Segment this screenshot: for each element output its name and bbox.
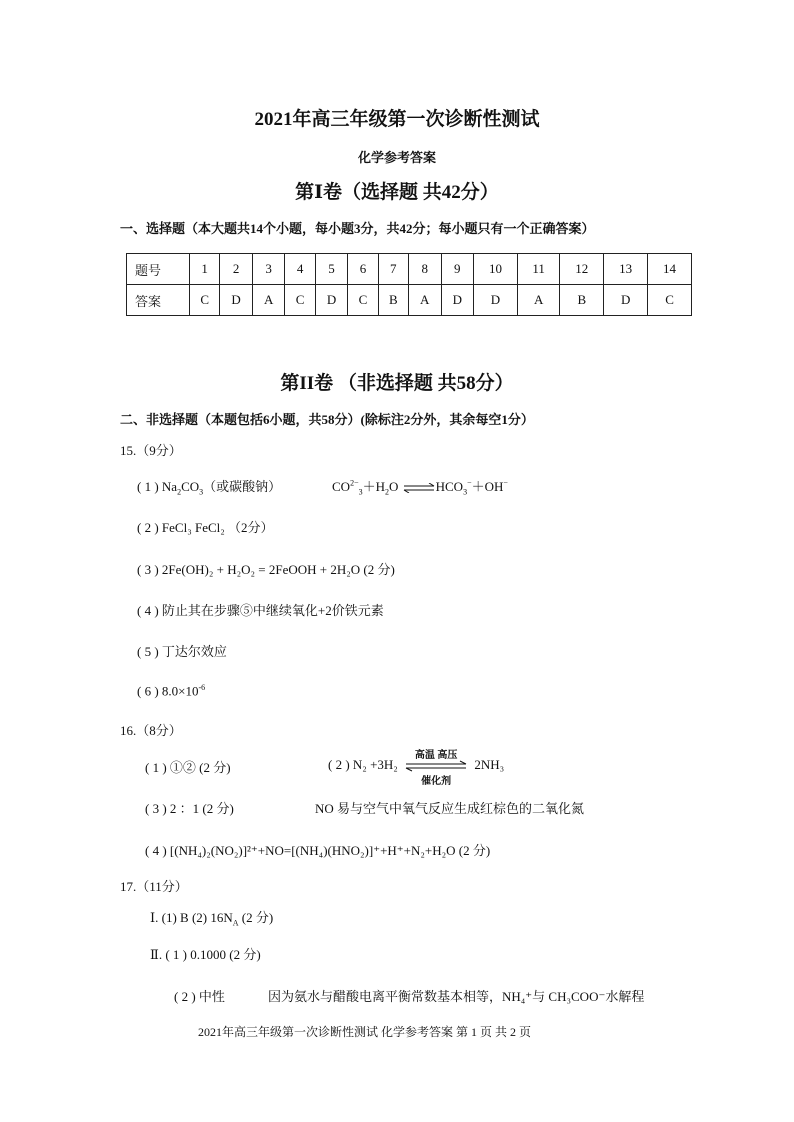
formula-sup: 2− [350, 478, 359, 488]
page-subtitle: 化学参考答案 [357, 150, 436, 165]
page-title: 2021年高三年级第一次诊断性测试 [254, 109, 540, 130]
table-cell: 5 [315, 254, 348, 285]
q15-hydrolysis-equation [332, 476, 508, 497]
q16-answer-2 [328, 750, 505, 788]
q15-answer-1 [137, 476, 281, 497]
q16-title: 16.（8分） [120, 723, 182, 738]
q15-a6-text: ( 6 ) 8.0×10 [137, 683, 199, 699]
table-cell: 2 [220, 254, 253, 285]
table-cell: A [252, 285, 285, 316]
table-cell: A [408, 285, 441, 316]
q15-title: 15.（9分） [120, 443, 182, 458]
table-cell: D [441, 285, 474, 316]
table-cell: C [190, 285, 220, 316]
q15-answer-6 [137, 683, 205, 699]
table-cell: 6 [348, 254, 378, 285]
formula-text: HCO [435, 479, 464, 494]
table-cell: 14 [648, 254, 692, 285]
q16-answer-3: ( 3 ) 2 ：1 (2 分) [145, 801, 234, 816]
q15-answer-4: ( 4 ) 防止其在步骤⑤中继续氧化+2价铁元素 [137, 603, 384, 618]
q17-part-i-tail: (2 分) [238, 910, 274, 925]
reaction-condition-arrow [405, 750, 467, 788]
table-cell: 12 [560, 254, 604, 285]
part2-instruction: 二、非选择题（本题包括6小题，共58分）(除标注2分外，其余每空1分） [120, 412, 534, 427]
part1-heading: 第Ⅰ卷（选择题 共42分） [295, 182, 499, 203]
formula-text: ＋H [362, 479, 385, 494]
q17-part-ii-2-text: 因为氨水与醋酸电离平衡常数基本相等，NH₄⁺与 CH₃COO⁻水解程 [268, 989, 645, 1004]
table-cell: 10 [474, 254, 518, 285]
table-cell: 9 [441, 254, 474, 285]
table-header-cell: 题号 [127, 254, 190, 285]
table-cell: C [285, 285, 315, 316]
table-cell: D [315, 285, 348, 316]
formula-text: CO [332, 479, 351, 494]
table-row-numbers [127, 254, 692, 285]
part1-instruction: 一、选择题（本大题共14个小题，每小题3分，共42分；每小题只有一个正确答案） [120, 221, 595, 236]
formula-sup: -6 [198, 683, 206, 692]
formula-text: O [388, 479, 399, 494]
q15-answer-5: ( 5 ) 丁达尔效应 [137, 644, 227, 659]
q16-answer-1: ( 1 ) ①② (2 分) [145, 760, 231, 775]
equilibrium-arrow-icon [403, 483, 435, 493]
table-cell: 7 [378, 254, 408, 285]
formula-sub: A [232, 918, 239, 928]
formula-text: Na [161, 479, 178, 494]
table-cell: 11 [517, 254, 559, 285]
q17-part-ii-2-label: ( 2 ) 中性 [174, 989, 225, 1004]
formula-sub: 3 [358, 487, 363, 497]
answer-table [126, 253, 692, 316]
table-cell: 13 [604, 254, 648, 285]
table-cell: C [348, 285, 378, 316]
q16-a2-product: 2NH₃ [474, 757, 505, 772]
q16-a2-reactants: ( 2 ) N₂ +3H₂ [328, 757, 398, 772]
table-cell: 4 [285, 254, 315, 285]
q15-a1-label: ( 1 ) [137, 479, 162, 494]
q17-part-i [150, 907, 273, 928]
reaction-condition-bottom: 催化剂 [421, 776, 452, 788]
table-cell: 8 [408, 254, 441, 285]
table-cell: A [517, 285, 559, 316]
table-header-cell: 答案 [127, 285, 190, 316]
formula-sub: 3 [463, 487, 468, 497]
table-cell: B [378, 285, 408, 316]
formula-text: ＋OH [471, 479, 504, 494]
formula-sub: 2 [384, 487, 389, 497]
table-cell: 1 [190, 254, 220, 285]
page-footer: 2021年高三年级第一次诊断性测试 化学参考答案 第 1 页 共 2 页 [198, 1025, 532, 1039]
table-cell: 3 [252, 254, 285, 285]
formula-sub: 3 [199, 487, 204, 497]
equilibrium-arrow-icon [405, 760, 467, 772]
q16-answer-4: ( 4 ) [(NH₄)₂(NO₂)]²⁺+NO=[(NH₄)(HNO₂)]⁺+H⁺+N₂+H₂O (2 分) [145, 843, 491, 858]
reaction-condition-top: 高温 高压 [414, 750, 458, 762]
table-cell: B [560, 285, 604, 316]
formula-sup: − [503, 478, 508, 488]
q17-title: 17.（11分） [120, 879, 188, 894]
formula-text: CO [181, 479, 200, 494]
q17-part-i-text: Ⅰ. (1) B (2) 16N [150, 910, 233, 925]
q15-a1-note: （或碳酸钠） [203, 479, 282, 494]
table-cell: D [474, 285, 518, 316]
q15-answer-2: ( 2 ) FeCl₃ FeCl₂ （2分） [137, 520, 274, 535]
table-cell: D [604, 285, 648, 316]
part2-heading: 第II卷 （非选择题 共58分） [280, 373, 514, 394]
formula-sup: − [467, 478, 472, 488]
q15-answer-3: ( 3 ) 2Fe(OH)₂ + H₂O₂ = 2FeOOH + 2H₂O (2 分) [137, 562, 395, 577]
table-row-answers [127, 285, 692, 316]
table-cell: C [648, 285, 692, 316]
table-cell: D [220, 285, 253, 316]
q16-answer-3-note: NO 易与空气中氧气反应生成红棕色的二氧化氮 [315, 801, 585, 816]
formula-sub: 2 [177, 487, 182, 497]
q17-part-ii-1: Ⅱ. ( 1 ) 0.1000 (2 分) [150, 947, 261, 962]
